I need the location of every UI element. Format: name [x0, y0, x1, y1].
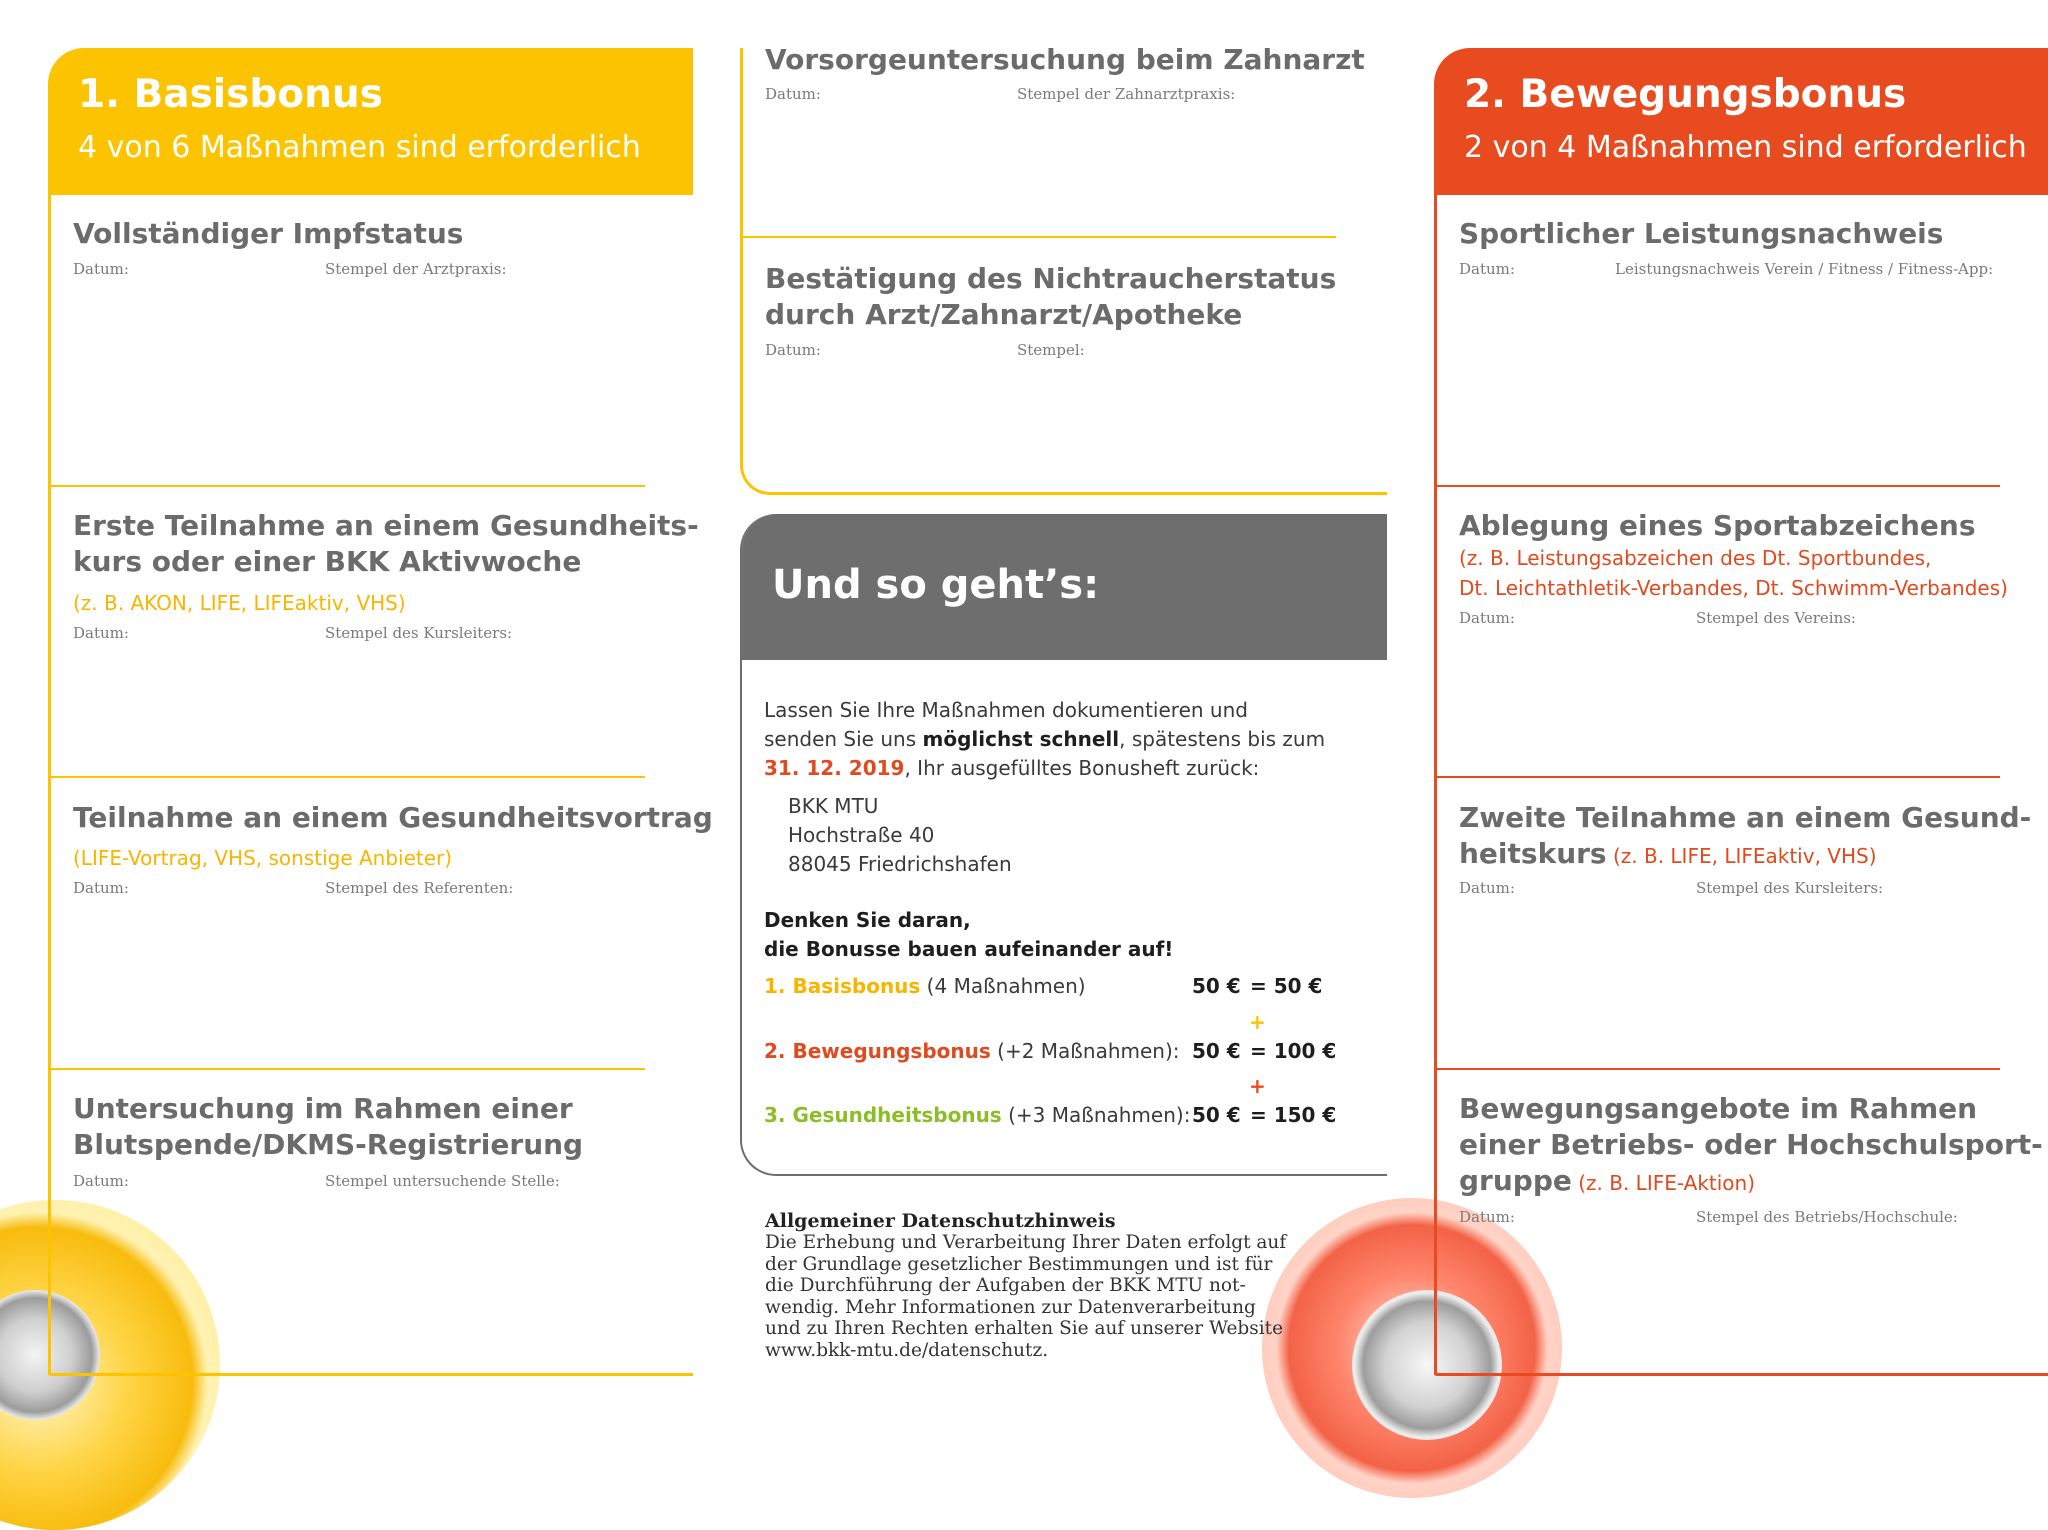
section-title-sportabzeichen: Ablegung eines Sportabzeichens: [1459, 509, 1976, 542]
divider: [48, 485, 645, 487]
address-block: [788, 792, 1012, 879]
section-title-zweite-teilnahme: [1459, 800, 2031, 874]
stamp-label: Stempel des Kursleiters:: [325, 624, 513, 642]
privacy-line: die Durchführung der Aufgaben der BKK MTU not-: [765, 1275, 1246, 1296]
bonus-amount: 50 €: [1192, 974, 1241, 998]
date-label: Datum:: [73, 624, 129, 642]
title-line: Untersuchung im Rahmen einer: [73, 1092, 573, 1125]
title-line: kurs oder einer BKK Aktivwoche: [73, 545, 582, 578]
how-to-intro: [764, 696, 1374, 783]
bonus-detail: (+3 Maßnahmen):: [1001, 1103, 1191, 1127]
reminder-line: Denken Sie daran,: [764, 908, 971, 932]
stamp-label: Stempel des Referenten:: [325, 879, 514, 897]
privacy-line: wendig. Mehr Informationen zur Datenverarbeitung: [765, 1296, 1256, 1318]
bonus-row-gesundheit: [764, 1103, 1190, 1127]
stamp-label: Stempel:: [1017, 341, 1085, 359]
note-line: Dt. Leichtathletik-Verbandes, Dt. Schwimm-Verbandes): [1459, 576, 2008, 600]
intro-line: [764, 754, 1374, 783]
date-label: Datum:: [765, 85, 821, 103]
bottom-line: [1434, 1373, 2048, 1376]
title-line: Erste Teilnahme an einem Gesundheits-: [73, 509, 699, 542]
basisbonus-header: [48, 48, 693, 195]
bonus-total: = 100 €: [1250, 1039, 1337, 1063]
section-title-blutspende: [73, 1091, 583, 1163]
privacy-text: [765, 1232, 1345, 1361]
bottom-line: [48, 1373, 693, 1376]
privacy-line: und zu Ihren Rechten erhalten Sie auf unserer Website: [765, 1318, 1284, 1339]
stamp-label: Leistungsnachweis Verein / Fitness / Fitness-App:: [1615, 260, 1994, 278]
stamp-label: Stempel untersuchende Stelle:: [325, 1172, 560, 1190]
section-title-zahnarzt: Vorsorgeuntersuchung beim Zahnarzt: [765, 43, 1365, 76]
inline-note: (z. B. LIFE-Aktion): [1571, 1171, 1756, 1195]
bonus-row-bewegung: [764, 1039, 1180, 1063]
bonus-total: = 50 €: [1250, 974, 1323, 998]
title-line: Bestätigung des Nichtraucherstatus: [765, 262, 1337, 295]
section-note: (LIFE-Vortrag, VHS, sonstige Anbieter): [73, 846, 453, 870]
title-line: durch Arzt/Zahnarzt/Apotheke: [765, 298, 1243, 331]
address-line: BKK MTU: [788, 794, 879, 818]
date-label: Datum:: [1459, 260, 1515, 278]
divider: [48, 1068, 645, 1070]
section-title-nichtraucher: [765, 261, 1336, 333]
intro-line: [764, 725, 1374, 754]
note-line: (z. B. Leistungsabzeichen des Dt. Sportbundes,: [1459, 546, 1932, 570]
bewegungsbonus-header: [1434, 48, 2048, 195]
privacy-line: Die Erhebung und Verarbeitung Ihrer Daten erfolgt auf: [765, 1232, 1287, 1253]
bewegungsbonus-title: 2. Bewegungsbonus: [1464, 72, 1907, 117]
stamp-label: Stempel des Betriebs/Hochschule:: [1696, 1208, 1958, 1226]
divider: [1434, 776, 2000, 778]
deadline-date: 31. 12. 2019: [764, 756, 905, 780]
how-to-header: [742, 514, 1387, 660]
address-line: Hochstraße 40: [788, 823, 935, 847]
how-to-title: Und so geht’s:: [772, 562, 1100, 608]
inline-note: (z. B. LIFE, LIFEaktiv, VHS): [1606, 844, 1877, 868]
divider: [1434, 485, 2000, 487]
title-line: [1459, 1163, 2043, 1201]
date-label: Datum:: [73, 1172, 129, 1190]
bonus-detail: (4 Maßnahmen): [920, 974, 1086, 998]
reminder-line: die Bonusse bauen aufeinander auf!: [764, 937, 1174, 961]
bonus-amount: 50 €: [1192, 1039, 1241, 1063]
date-label: Datum:: [1459, 1208, 1515, 1226]
intro-line: Lassen Sie Ihre Maßnahmen dokumentieren und: [764, 698, 1248, 722]
title-line: [1459, 836, 2031, 874]
intro-text: , Ihr ausgefülltes Bonusheft zurück:: [904, 756, 1260, 780]
title-line: Bewegungsangebote im Rahmen: [1459, 1092, 1978, 1125]
basisbonus-left-border: [48, 150, 51, 1375]
title-line: einer Betriebs- oder Hochschulsport-: [1459, 1128, 2043, 1161]
basisbonus-title: 1. Basisbonus: [78, 72, 383, 117]
privacy-title: Allgemeiner Datenschutzhinweis: [765, 1210, 1116, 1232]
basisbonus-subtitle: 4 von 6 Maßnahmen sind erforderlich: [78, 130, 641, 165]
title-line: Zweite Teilnahme an einem Gesund-: [1459, 801, 2032, 834]
section-title-leistungsnachweis: Sportlicher Leistungsnachweis: [1459, 217, 1944, 250]
section-title-gesundheitsvortrag: Teilnahme an einem Gesundheitsvortrag: [73, 801, 713, 834]
title-text: gruppe: [1459, 1164, 1572, 1197]
stamp-label: Stempel der Arztpraxis:: [325, 260, 507, 278]
stamp-label: Stempel der Zahnarztpraxis:: [1017, 85, 1236, 103]
date-label: Datum:: [73, 260, 129, 278]
intro-text: , spätestens bis zum: [1119, 727, 1326, 751]
mixer-blade-icon: [1352, 1290, 1502, 1440]
section-note: (z. B. AKON, LIFE, LIFEaktiv, VHS): [73, 591, 406, 615]
bonus-total: = 150 €: [1250, 1103, 1337, 1127]
section-note: [1459, 543, 2008, 603]
stamp-label: Stempel des Kursleiters:: [1696, 879, 1884, 897]
plus-sign: +: [1249, 1074, 1266, 1098]
bonus-detail: (+2 Maßnahmen):: [990, 1039, 1180, 1063]
bewegungsbonus-subtitle: 2 von 4 Maßnahmen sind erforderlich: [1464, 130, 2027, 165]
section-title-betriebssport: [1459, 1091, 2043, 1201]
bonus-amount: 50 €: [1192, 1103, 1241, 1127]
address-line: 88045 Friedrichshafen: [788, 852, 1012, 876]
bonus-name: 1. Basisbonus: [764, 974, 921, 998]
privacy-line: www.bkk-mtu.de/datenschutz.: [765, 1339, 1049, 1361]
date-label: Datum:: [1459, 879, 1515, 897]
title-line: Blutspende/DKMS-Registrierung: [73, 1128, 584, 1161]
divider: [740, 236, 1336, 238]
bonus-name: 3. Gesundheitsbonus: [764, 1103, 1002, 1127]
date-label: Datum:: [765, 341, 821, 359]
divider: [48, 776, 645, 778]
section-title-gesundheitskurs: [73, 508, 699, 580]
how-to-box: [740, 514, 1387, 1176]
intro-text: senden Sie uns: [764, 727, 923, 751]
bonus-row-basis: [764, 974, 1086, 998]
date-label: Datum:: [73, 879, 129, 897]
date-label: Datum:: [1459, 609, 1515, 627]
bonus-name: 2. Bewegungsbonus: [764, 1039, 991, 1063]
privacy-line: der Grundlage gesetzlicher Bestimmungen und ist für: [765, 1253, 1273, 1275]
bewegungsbonus-left-border: [1434, 150, 1437, 1375]
divider: [1434, 1068, 2000, 1070]
reminder: [764, 906, 1173, 964]
intro-emphasis: möglichst schnell: [922, 727, 1120, 751]
title-text: heitskurs: [1459, 837, 1607, 870]
section-title-impfstatus: Vollständiger Impfstatus: [73, 217, 464, 250]
stamp-label: Stempel des Vereins:: [1696, 609, 1856, 627]
plus-sign: +: [1249, 1010, 1266, 1034]
